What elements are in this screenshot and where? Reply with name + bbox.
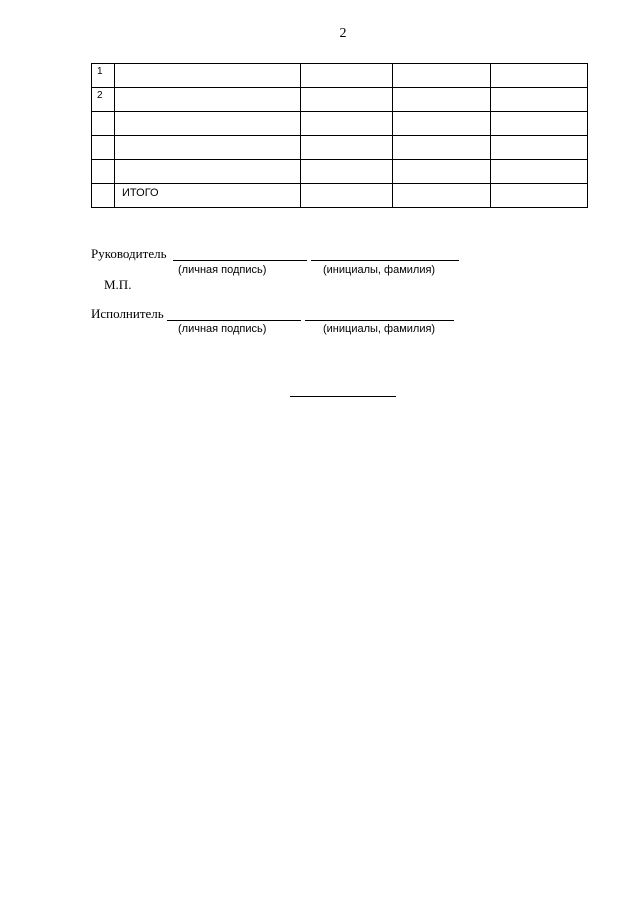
table-cell bbox=[393, 184, 491, 208]
table-cell bbox=[393, 136, 491, 160]
row-number: 1 bbox=[92, 64, 115, 88]
executor-name-caption: (инициалы, фамилия) bbox=[323, 323, 436, 335]
table-cell bbox=[301, 88, 393, 112]
row-name bbox=[115, 136, 301, 160]
row-number bbox=[92, 136, 115, 160]
executor-label: Исполнитель bbox=[91, 306, 164, 321]
table-row bbox=[92, 64, 588, 88]
head-name-caption: (инициалы, фамилия) bbox=[323, 264, 436, 276]
table-cell bbox=[491, 184, 588, 208]
document-end-line bbox=[290, 396, 396, 397]
page-number: 2 bbox=[339, 26, 347, 41]
table-cell bbox=[491, 160, 588, 184]
table-cell bbox=[393, 88, 491, 112]
head-label: Руководитель bbox=[91, 246, 167, 261]
table-row bbox=[92, 112, 588, 136]
row-number bbox=[92, 160, 115, 184]
table-cell bbox=[491, 88, 588, 112]
table-row bbox=[92, 160, 588, 184]
table-cell bbox=[301, 184, 393, 208]
row-name bbox=[115, 112, 301, 136]
table-cell bbox=[491, 136, 588, 160]
table-cell bbox=[491, 64, 588, 88]
executor-name-line bbox=[305, 320, 454, 321]
row-name bbox=[115, 88, 301, 112]
head-signature-caption: (личная подпись) bbox=[178, 264, 267, 276]
head-signature-line bbox=[173, 260, 307, 261]
table-cell bbox=[301, 112, 393, 136]
total-label: ИТОГО bbox=[115, 184, 301, 208]
table-cell bbox=[301, 64, 393, 88]
table-row bbox=[92, 88, 588, 112]
head-name-line bbox=[311, 260, 459, 261]
row-name bbox=[115, 160, 301, 184]
row-number bbox=[92, 184, 115, 208]
table-row-total bbox=[92, 184, 588, 208]
row-name bbox=[115, 64, 301, 88]
table-cell bbox=[301, 160, 393, 184]
table-row bbox=[92, 136, 588, 160]
row-number: 2 bbox=[92, 88, 115, 112]
table-cell bbox=[393, 160, 491, 184]
table-cell bbox=[491, 112, 588, 136]
table-cell bbox=[301, 136, 393, 160]
seal-label: М.П. bbox=[104, 277, 132, 292]
table-cell bbox=[393, 112, 491, 136]
executor-signature-line bbox=[167, 320, 301, 321]
row-number bbox=[92, 112, 115, 136]
report-table bbox=[91, 63, 588, 208]
table-cell bbox=[393, 64, 491, 88]
executor-signature-caption: (личная подпись) bbox=[178, 323, 267, 335]
